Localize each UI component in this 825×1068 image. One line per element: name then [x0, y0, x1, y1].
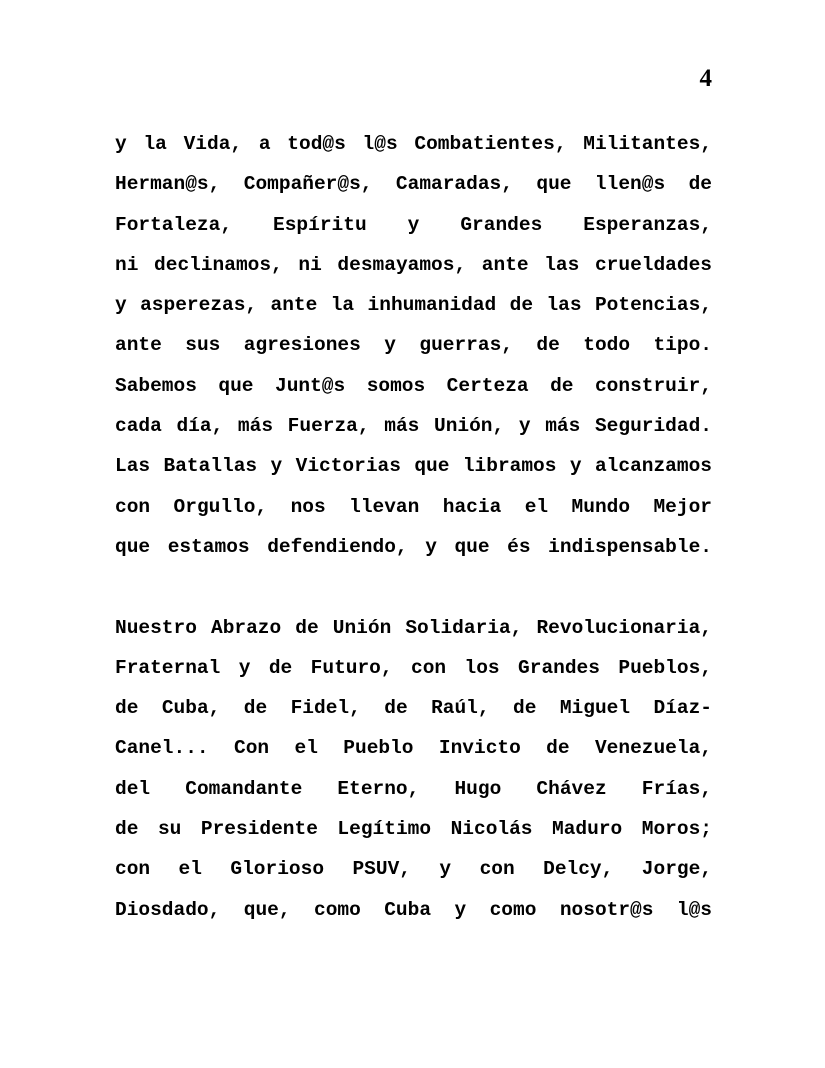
text-line: Sabemos que Junt@s somos Certeza de construir,	[115, 374, 712, 397]
text-line: Las Batallas y Victorias que libramos y alcanzamos	[115, 455, 712, 478]
text-line: de Cuba, de Fidel, de Raúl, de Miguel Díaz-	[115, 697, 712, 720]
text-line: y asperezas, ante la inhumanidad de las Potencias,	[115, 294, 712, 317]
text-line: Diosdado, que, como Cuba y como nosotr@s l@s	[115, 898, 712, 921]
text-line: cada día, más Fuerza, más Unión, y más Seguridad.	[115, 415, 712, 438]
text-line: Fraternal y de Futuro, con los Grandes Pueblos,	[115, 656, 712, 679]
text-line: Nuestro Abrazo de Unión Solidaria, Revolucionaria,	[115, 616, 712, 639]
text-line: Canel... Con el Pueblo Invicto de Venezuela,	[115, 737, 712, 760]
text-line: que estamos defendiendo, y que és indispensable.	[115, 535, 712, 558]
text-line: ni declinamos, ni desmayamos, ante las crueldades	[115, 253, 712, 276]
text-line: Fortaleza, Espíritu y Grandes Esperanzas,	[115, 213, 712, 236]
text-line: Herman@s, Compañer@s, Camaradas, que llen@s de	[115, 173, 712, 196]
text-line: de su Presidente Legítimo Nicolás Maduro Moros;	[115, 818, 712, 841]
text-line: y la Vida, a tod@s l@s Combatientes, Militantes,	[115, 133, 712, 155]
paragraph	[115, 124, 712, 567]
text-line: con el Glorioso PSUV, y con Delcy, Jorge,	[115, 858, 712, 881]
text-line: con Orgullo, nos llevan hacia el Mundo Mejor	[115, 495, 712, 518]
paragraph	[115, 608, 712, 930]
text-line: del Comandante Eterno, Hugo Chávez Frías,	[115, 777, 712, 800]
page-number: 4	[699, 65, 712, 92]
text-line: ante sus agresiones y guerras, de todo tipo.	[115, 334, 712, 357]
document-body-text	[115, 124, 712, 930]
